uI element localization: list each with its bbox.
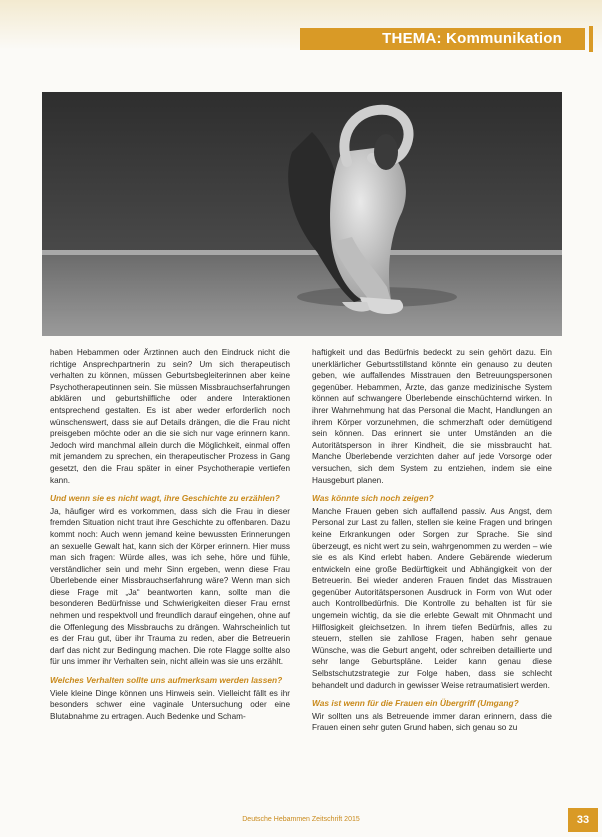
page-number: 33	[568, 808, 598, 832]
left-paragraph-2: Ja, häufiger wird es vorkommen, dass sich die Frau in dieser fremden Situation nicht traut ihre Geschichte zu offenbaren. Dazu kommt noch: Auch wenn jemand keine bewussten Erinnerungen an sexuelle Gewalt hat, kann sich der Körper erinnern. Hier muss man sich fragen: Würde alles, was ich sehe, höre und fühle, verständlicher sein und mehr Sinn ergeben, wenn diese Frau Überlebende einer Missbrauchserfahrung wäre? Wenn man sich diese Frage mit „Ja“ beantworten kann, sollte man die besonderen Bedürfnisse und Schwierigkeiten dieser Frau ernst nehmen und respektvoll und freundlich darauf eingehen, ohne auf die Offenlegung des Missbrauchs zu drängen. Wahrscheinlich tut es der Frau gut, über ihr Trauma zu reden, aber die Betreuerin darf das nicht zur Bedingung machen. Die rote Flagge sollte also für uns immer ihr Verhalten sein, nicht allein was sie uns erzählt.	[50, 506, 290, 667]
article-photo	[42, 92, 562, 336]
right-heading-2: Was könnte sich noch zeigen?	[312, 493, 434, 504]
right-paragraph-3: Wir sollten uns als Betreuende immer daran erinnern, dass die Frauen einen sehr guten Grund haben, sich genau so zu	[312, 711, 552, 733]
section-title: THEMA: Kommunikation	[382, 30, 562, 47]
left-heading-2: Und wenn sie es nicht wagt, ihre Geschichte zu erzählen?	[50, 493, 280, 504]
left-heading-3: Welches Verhalten sollte uns aufmerksam werden lassen?	[50, 675, 283, 686]
header-accent-mark	[589, 26, 593, 52]
journal-footer: Deutsche Hebammen Zeitschrift 2015	[242, 816, 360, 823]
article-left-column	[50, 347, 290, 722]
left-paragraph-3: Viele kleine Dinge können uns Hinweis sein. Vielleicht fällt es ihr besonders schwer eine vaginale Untersuchung oder eine Blutabnahme zu ertragen. Auch Bedenke und Scham-	[50, 688, 290, 721]
article-right-column	[312, 347, 552, 734]
right-paragraph-2: Manche Frauen geben sich auffallend passiv. Aus Angst, dem Personal zur Last zu fallen, stellen sie keine Fragen und bringen keine Erkrankungen oder Sorgen zur Sprache. Sie sind überzeugt, es nicht wert zu sein, wahrgenommen zu werden – wie sie es als Kind erlebt haben. Andere Gebärende wiederum entwickeln eine große Bedürftigkeit und Abhängigkeit von der Betreuerin. Bei wieder anderen Frauen findet das Misstrauen gegenüber Autoritätspersonen Ausdruck in Form von Wut oder auch Kontrollbedürfnis. Die Kontrolle zu behalten ist für sie ungemein wichtig, da sie die erlebte Gewalt mit Ohnmacht und Hilflosigkeit gleichsetzen. In ihrem tiefen Bedürfnis, alles zu steuern, stellen sie zahllose Fragen, haben sehr genaue Wünsche, was die Geburt angeht, oder schreiben detaillierte und sehr lange Geburtspläne. Leider kann genau diese Selbstschutzstrategie zur Folge haben, dass sie schlecht behandelt und dadurch in gewisser Weise retraumatisiert werden.	[312, 506, 552, 690]
left-paragraph-1: haben Hebammen oder Ärztinnen auch den Eindruck nicht die richtige Ansprechpartnerin zu sein? Um sich therapeutisch verhalten zu können, müssen Geburtsbegleiterinnen aber keine Psychotherapeutinnen sein. Sie müssen Missbrauchserfahrungen abklären und geburtshilfliche oder andere Interaktionen entsprechend gestalten. Es ist aber weder erforderlich noch wünschenswert, dass sie auf Details drängen, die die Frau nicht preisgeben möchte oder an die sie sich nur vage erinnern kann. Jedoch wird manchmal allein durch die Möglichkeit, einmal offen mit jemandem zu sprechen, ein therapeutischer Prozess in Gang gesetzt, den die Frau später in einer Psychotherapie vertiefen kann.	[50, 348, 290, 485]
right-paragraph-1: haftigkeit und das Bedürfnis bedeckt zu sein gehört dazu. Ein unerklärlicher Geburtsstillstand könnte ein genauso zu deuten geben, wie auffallendes Misstrauen den Betreuungspersonen gegenüber. Hebammen, Ärzte, das ganze medizinische System können auf schwangere Überlebende einschüchternd wirken. In ihrer Wahrnehmung hat das Personal die Macht, Handlungen an ihrem Körper vorzunehmen, die schmerzhaft oder demütigend sein können. Das erinnert sie unter Umständen an die Autoritätsperson in ihrer Kindheit, die sie missbraucht hat. Manche Überlebende verzichten daher auf jede Vorsorge oder versuchen, sich dem System zu entziehen, indem sie eine Hausgeburt planen.	[312, 348, 552, 485]
right-heading-3: Was ist wenn für die Frauen ein Übergriff (Umgang?	[312, 698, 519, 709]
